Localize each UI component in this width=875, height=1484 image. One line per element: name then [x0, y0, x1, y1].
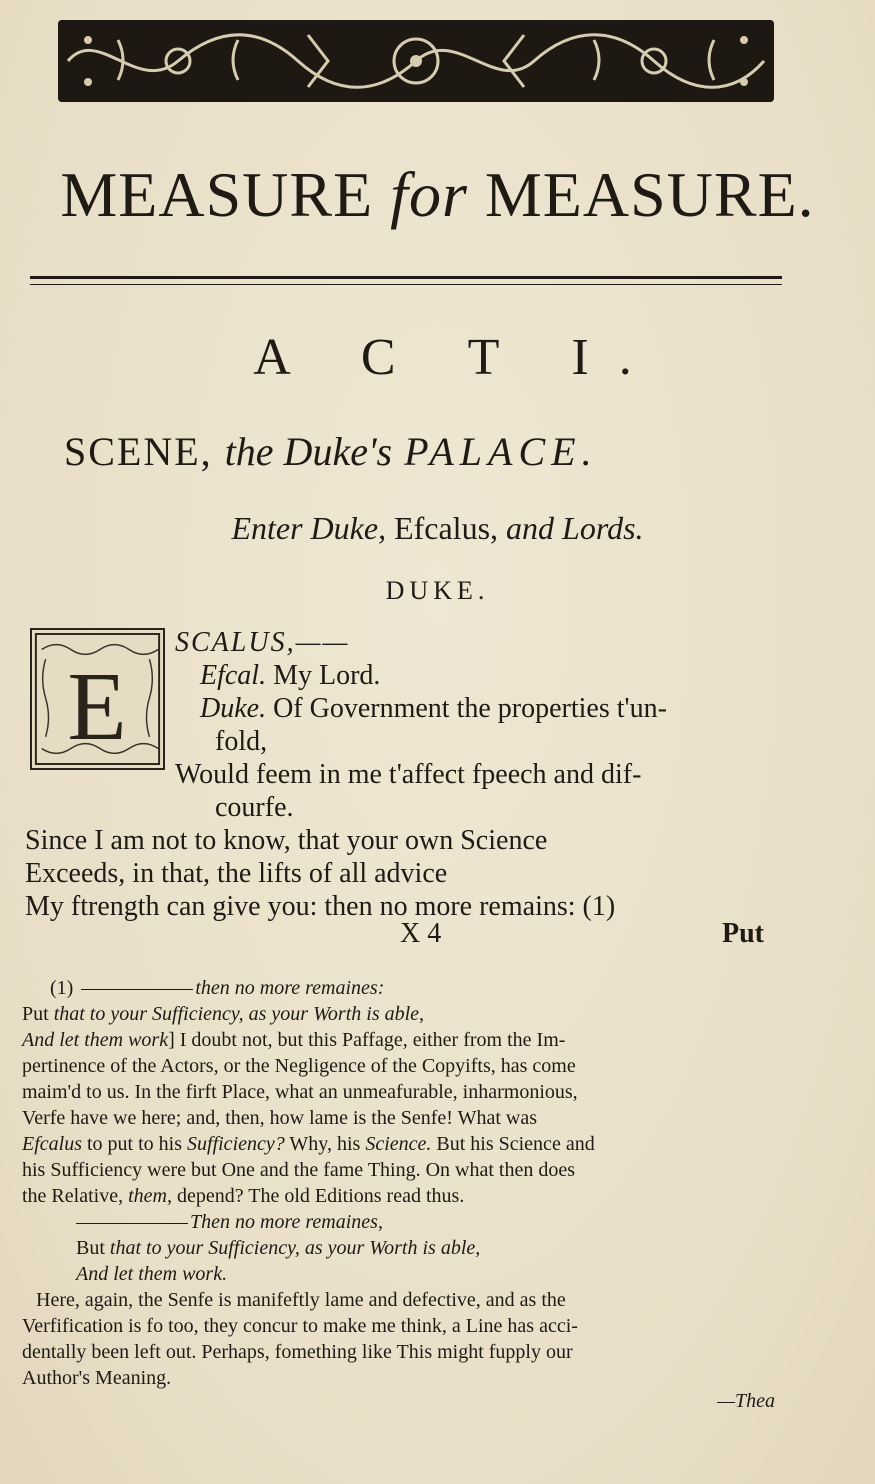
footnote-line: Author's Meaning.: [22, 1367, 172, 1389]
stage-escalus: Efcalus,: [394, 510, 499, 546]
page-title: [0, 158, 875, 232]
scene-heading: [64, 428, 824, 475]
title-word-3: MEASURE.: [484, 159, 815, 230]
footnote-number: (1): [50, 977, 74, 999]
footnote-text: that to your Sufficiency, as your Worth is able,: [53, 1003, 425, 1025]
footnote-text: Efcalus: [22, 1133, 82, 1155]
footnote-line: [22, 1183, 822, 1209]
scene-word: SCENE,: [64, 429, 213, 474]
verse-line-5: Would feem in me t'affect fpeech and dif-: [175, 759, 642, 790]
footnote-text: Science.: [365, 1133, 432, 1155]
act-heading: A C T I.: [253, 329, 662, 386]
scene-location: PALACE.: [404, 429, 598, 474]
footnote-line: Here, again, the Senfe is manifeftly lame and defective, and as the: [36, 1289, 566, 1311]
footnote-text: Put: [22, 1003, 49, 1025]
speaker-name: DUKE.: [385, 576, 490, 605]
verse-line-4: fold,: [215, 726, 268, 757]
dash-rule: [81, 989, 193, 990]
footnote-text: Sufficiency?: [187, 1133, 285, 1155]
svg-text:E: E: [67, 652, 127, 760]
footnote-line: [22, 1235, 822, 1261]
signature-mark: X 4: [400, 918, 442, 949]
catchword: Put: [722, 918, 764, 949]
scene-location-prefix: the Duke's: [224, 429, 393, 474]
footnote-text: ] I doubt not, but this Paffage, either from the Im-: [168, 1029, 566, 1051]
decorated-initial-icon: [30, 628, 165, 770]
footnote-line: [22, 975, 822, 1001]
stage-enter: Enter: [231, 510, 303, 546]
title-word-1: MEASURE: [60, 159, 374, 230]
footnote-line: dentally been left out. Perhaps, fomething like This might fupply our: [22, 1341, 573, 1363]
footnote-line: [22, 1131, 822, 1157]
speaker-escal: Efcal.: [200, 660, 267, 691]
dash-rule: [76, 1223, 188, 1224]
ornamental-headpiece-icon: [58, 20, 774, 102]
stage-duke: Duke,: [310, 510, 387, 546]
verse-line-2: [200, 659, 380, 692]
title-rule-thin: [30, 284, 782, 285]
footnote-text: And let them work: [22, 1029, 169, 1051]
verse-line-7: Since I am not to know, that your own Science: [25, 825, 548, 856]
footnote-line: his Sufficiency were but One and the fame Thing. On what then does: [22, 1159, 576, 1181]
footnote-text: to put to his: [87, 1133, 183, 1155]
verse-line-8: Exceeds, in that, the lifts of all advice: [25, 858, 448, 889]
verse-line-1: SCALUS,——: [175, 627, 350, 658]
title-word-2: for: [390, 159, 468, 230]
footnote-line: [22, 1001, 822, 1027]
footnote-text: depend? The old Editions read thus.: [176, 1185, 465, 1207]
footnote-text: Then no more remaines,: [190, 1211, 383, 1233]
stage-direction: [0, 510, 875, 547]
footnote-text: the Relative,: [22, 1185, 124, 1207]
footnote-text: But: [76, 1237, 105, 1259]
footnote-line: Verfification is fo too, they concur to make me think, a Line has acci-: [22, 1315, 578, 1337]
footnote-catchword: —Thea: [717, 1390, 775, 1412]
footnote-text: But his Science and: [436, 1133, 595, 1155]
footnote-line: maim'd to us. In the firft Place, what an unmeafurable, inharmonious,: [22, 1081, 578, 1103]
footnote-text: then no more remaines:: [195, 977, 385, 999]
footnote-text: Why, his: [289, 1133, 361, 1155]
footnote-text: that to your Sufficiency, as your Worth is able,: [109, 1237, 481, 1259]
footnote-line: [22, 1027, 822, 1053]
footnote-block: [22, 975, 822, 1391]
verse-line-3: [200, 692, 667, 725]
title-rule: [30, 276, 782, 279]
speaker-duke: Duke.: [200, 693, 267, 724]
footnote-line: Verfe have we here; and, then, how lame is the Senfe! What was: [22, 1107, 537, 1129]
footnote-line: And let them work.: [76, 1263, 228, 1285]
footnote-text: them,: [128, 1185, 172, 1207]
verse-line-9: My ftrength can give you: then no more remains: (1): [25, 891, 616, 922]
verse-text: Of Government the properties t'un-: [273, 693, 667, 724]
verse-line-6: courfe.: [215, 792, 294, 823]
stage-lords: and Lords.: [506, 510, 644, 546]
verse-text: My Lord.: [273, 660, 381, 691]
footnote-line: [22, 1209, 822, 1235]
footnote-line: pertinence of the Actors, or the Negligence of the Copyifts, has come: [22, 1055, 576, 1077]
